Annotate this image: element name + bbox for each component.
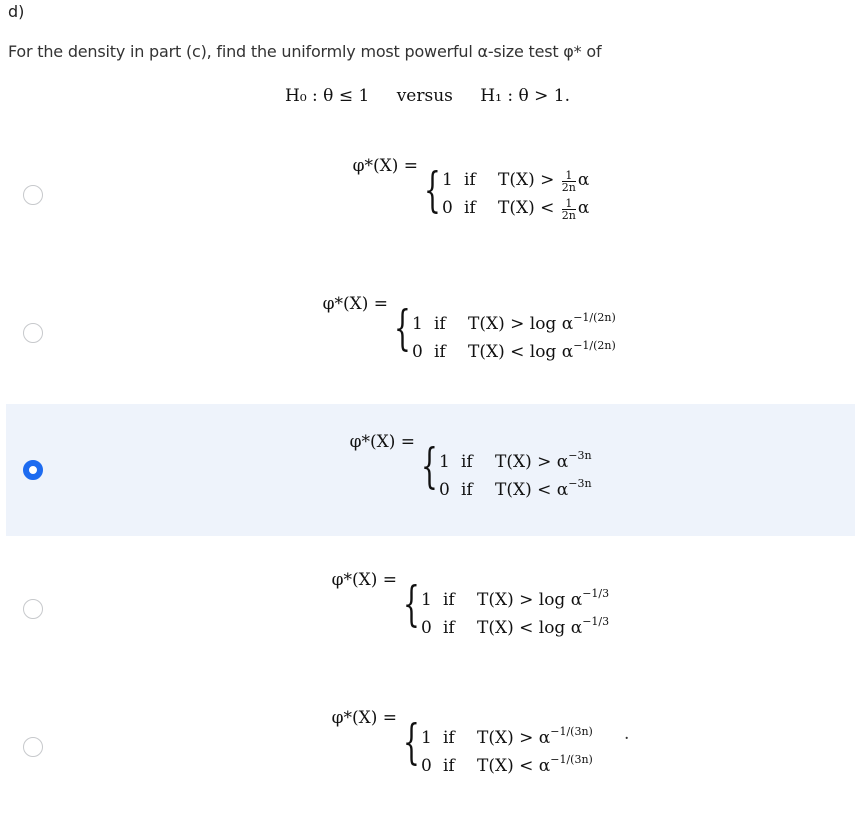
option-1-case2-if: if (464, 198, 476, 218)
option-3-case1-cond: T(X) > α (495, 452, 569, 472)
option-5-trailing-period: . (624, 724, 630, 744)
option-2-lhs: φ*(X) = (322, 294, 388, 314)
answer-option-1[interactable] (6, 128, 855, 260)
option-1-case1-tail: α (577, 170, 590, 190)
option-4-case2-cond: T(X) < log α (477, 618, 583, 638)
option-5-case2-sup: −1/(3n) (550, 753, 593, 766)
option-4-brace: { (403, 576, 420, 632)
option-3-case2-sup: −3n (568, 477, 592, 490)
option-3-case1-sup: −3n (568, 449, 592, 462)
option-4-case1-cond: T(X) > log α (477, 590, 583, 610)
option-1-case2-tail: α (577, 198, 590, 218)
option-5-case1-if: if (443, 728, 455, 748)
null-hypothesis: H₀ : θ ≤ 1 (285, 86, 370, 106)
option-4-case2-if: if (443, 618, 455, 638)
option-1-case1-if: if (464, 170, 476, 190)
option-4-lhs: φ*(X) = (331, 570, 397, 590)
option-1-brace: { (424, 162, 441, 218)
option-3-radio[interactable] (23, 460, 43, 480)
option-2-case1-value: 1 (412, 314, 423, 334)
option-4-case2-value: 0 (421, 618, 432, 638)
option-5-case1-sup: −1/(3n) (550, 725, 593, 738)
option-1-case2-frac: $\frac{1}{2n}$ (561, 197, 576, 222)
option-3-case2-cond: T(X) < α (495, 480, 569, 500)
option-2-case2-cond: T(X) < log α (468, 342, 574, 362)
option-5-case2-if: if (443, 756, 455, 776)
hypotheses (0, 86, 855, 106)
option-5-case2-cond: T(X) < α (477, 756, 551, 776)
option-2-case2-if: if (434, 342, 446, 362)
option-1-lhs: φ*(X) = (352, 156, 418, 176)
option-1-case2-cond: T(X) < (498, 198, 555, 218)
alternative-hypothesis: H₁ : θ > 1. (480, 86, 570, 106)
option-3-lhs: φ*(X) = (349, 432, 415, 452)
option-5-case1-cond: T(X) > α (477, 728, 551, 748)
option-1-case1-value: 1 (442, 170, 453, 190)
option-2-case1-if: if (434, 314, 446, 334)
part-label: d) (8, 2, 25, 21)
answer-option-3[interactable] (6, 404, 855, 536)
option-2-case2-value: 0 (412, 342, 423, 362)
option-5-brace: { (403, 714, 420, 770)
answer-option-5[interactable] (6, 680, 855, 812)
option-2-radio[interactable] (23, 323, 43, 343)
option-4-case1-if: if (443, 590, 455, 610)
option-2-case1-sup: −1/(2n) (573, 311, 616, 324)
option-5-case2-value: 0 (421, 756, 432, 776)
option-4-case1-value: 1 (421, 590, 432, 610)
option-4-case2-sup: −1/3 (582, 615, 610, 628)
answer-option-2[interactable] (6, 266, 855, 398)
option-3-case2-value: 0 (439, 480, 450, 500)
option-1-case1-cond: T(X) > (498, 170, 555, 190)
option-4-case1-sup: −1/3 (582, 587, 610, 600)
option-3-case2-if: if (461, 480, 473, 500)
option-2-case1-cond: T(X) > log α (468, 314, 574, 334)
option-4-radio[interactable] (23, 599, 43, 619)
option-2-case2-sup: −1/(2n) (573, 339, 616, 352)
option-5-case1-value: 1 (421, 728, 432, 748)
question-text: For the density in part (c), find the uniformly most powerful α-size test φ* of (8, 42, 602, 61)
answer-option-4[interactable] (6, 542, 855, 674)
option-5-radio[interactable] (23, 737, 43, 757)
option-1-case2-value: 0 (442, 198, 453, 218)
option-1-radio[interactable] (23, 185, 43, 205)
option-1-case1-frac: $\frac{1}{2n}$ (561, 169, 576, 194)
option-2-brace: { (394, 300, 411, 356)
option-5-lhs: φ*(X) = (331, 708, 397, 728)
option-3-brace: { (421, 438, 438, 494)
option-3-case1-value: 1 (439, 452, 450, 472)
option-3-case1-if: if (461, 452, 473, 472)
versus-word: versus (396, 86, 453, 106)
